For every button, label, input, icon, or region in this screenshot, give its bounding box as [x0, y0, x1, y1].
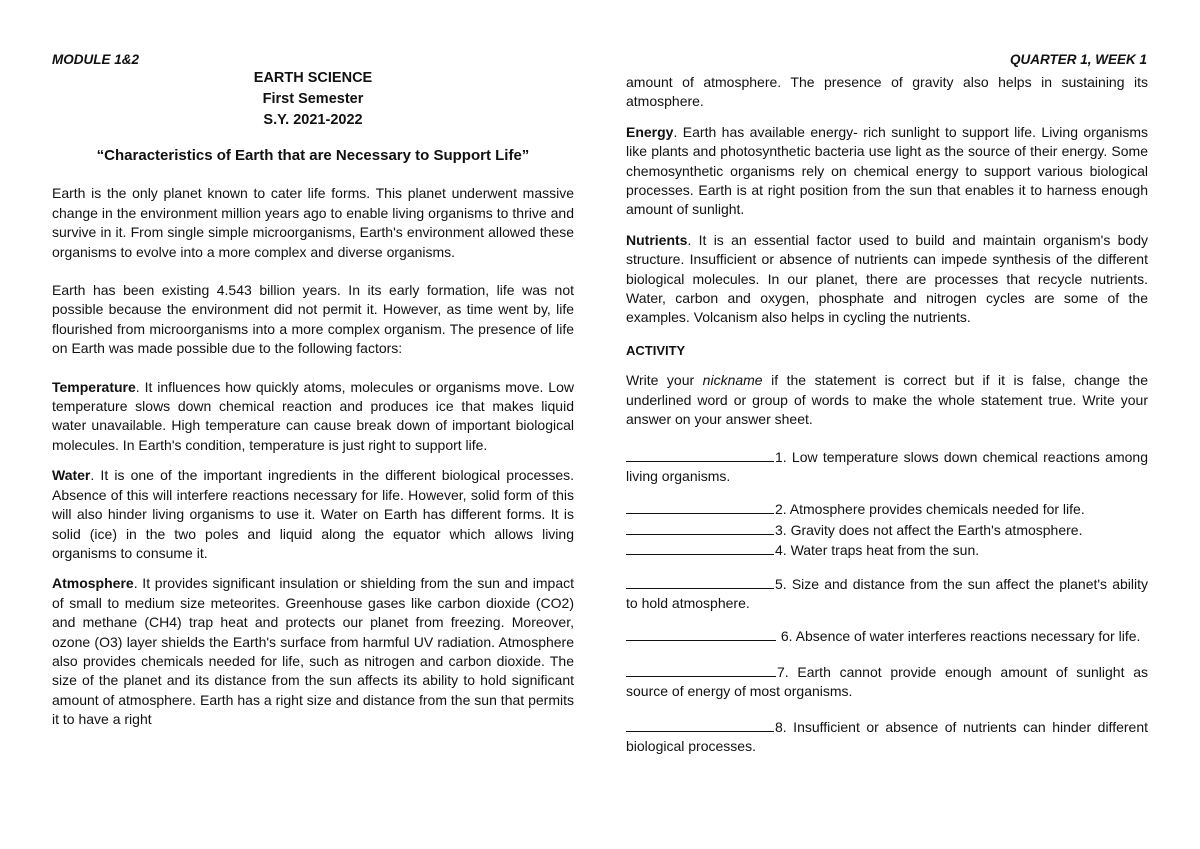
- answer-blank[interactable]: [626, 447, 774, 462]
- nutrients-paragraph: [626, 231, 1148, 328]
- energy-text: . Earth has available energy- rich sunlight to support life. Living organisms like plants and photosynthetic bacteria use light as the source of their energy. Some chemosynthetic organisms rely on chemical energy to support various biological processes. Earth is at right position from the sun that enables it to harness enough amount of sunlight.: [626, 123, 1148, 218]
- question-text: 2. Atmosphere provides chemicals needed for life.: [775, 501, 1085, 518]
- question-item: [626, 574, 1148, 614]
- question-text: 5. Size and distance from the sun affect the planet's ability to hold atmosphere.: [626, 575, 1148, 611]
- activity-instructions: [626, 371, 1148, 429]
- water-paragraph: [52, 466, 574, 563]
- nickname-word: nickname: [702, 372, 763, 389]
- semester-label: First Semester: [262, 91, 364, 107]
- atmosphere-continued: amount of atmosphere. The presence of gravity also helps in sustaining its atmosphere.: [626, 74, 1148, 110]
- module-label: MODULE 1&2: [52, 52, 140, 67]
- energy-paragraph: [626, 123, 1148, 220]
- atmosphere-text: . It provides significant insulation or shielding from the sun and impact of small to medium size meteorites. Greenhouse gases like carbon dioxide (CO2) and methane (CH4) trap heat and protects our planet from freezing. Moreover, ozone (O3) layer shields the Earth's surface from harmful UV radiation. Atmosphere also provides chemicals needed for life, such as nitrogen and carbon dioxide. The size of the planet and its distance from the sun affects its ability to hold significant amount of atmosphere. Earth has a right size and distance from the sun that permits it to have a right: [52, 575, 574, 728]
- atmosphere-term: Atmosphere: [52, 575, 134, 592]
- question-item: [626, 540, 1148, 560]
- question-item: [626, 662, 1148, 702]
- answer-blank[interactable]: [626, 662, 776, 677]
- instructions-end: if the statement is correct but if it is false, change the underlined word or group of words to make the whole statement true. Write your answer on your answer sheet.: [626, 372, 1148, 428]
- title-block: [52, 68, 574, 131]
- question-item: [626, 626, 1148, 646]
- temperature-paragraph: [52, 378, 574, 456]
- temperature-term: Temperature: [52, 378, 136, 395]
- answer-blank[interactable]: [626, 626, 776, 641]
- atmosphere-paragraph: [52, 574, 574, 729]
- question-text: 8. Insufficient or absence of nutrients can hinder different biological processes.: [626, 718, 1148, 754]
- answer-blank[interactable]: [626, 499, 774, 514]
- answer-blank[interactable]: [626, 717, 774, 732]
- question-text: 6. Absence of water interferes reactions necessary for life.: [777, 628, 1141, 645]
- question-text: 3. Gravity does not affect the Earth's atmosphere.: [775, 521, 1083, 538]
- intro-paragraph-1: Earth is the only planet known to cater life forms. This planet underwent massive change in the environment million years ago to enable living organisms to thrive and survive in it. From single simple microorganisms, Earth's environment allowed these organisms to evolve into a more complex and diverse organisms.: [52, 185, 574, 260]
- lesson-title: “Characteristics of Earth that are Necessary to Support Life”: [96, 147, 530, 164]
- water-term: Water: [52, 467, 91, 484]
- nutrients-text: . It is an essential factor used to build and maintain organism's body structure. Insufficient or absence of nutrients can impede synthesis of the different biological molecules. In our planet, there are processes that recycle nutrients. Water, carbon and oxygen, phosphate and nitrogen cycles are some of the examples. Volcanism also helps in cycling the nutrients.: [626, 231, 1148, 326]
- answer-blank[interactable]: [626, 574, 774, 589]
- question-item: [626, 717, 1148, 757]
- answer-blank[interactable]: [626, 520, 774, 535]
- intro-paragraph-2: Earth has been existing 4.543 billion years. In its early formation, life was not possible because the environment did not permit it. However, as time went by, life flourished from microorganisms into a more complex organism. The presence of life on Earth was made possible due to the following factors:: [52, 282, 574, 357]
- question-text: 7. Earth cannot provide enough amount of sunlight as source of energy of most organisms.: [626, 663, 1148, 700]
- left-column: [52, 68, 574, 730]
- question-text: 4. Water traps heat from the sun.: [775, 542, 980, 559]
- question-item: [626, 447, 1148, 487]
- school-year-label: S.Y. 2021-2022: [263, 112, 363, 128]
- course-title: EARTH SCIENCE: [253, 70, 373, 86]
- quarter-week-label: QUARTER 1, WEEK 1: [1009, 52, 1147, 67]
- question-text: 1. Low temperature slows down chemical reactions among living organisms.: [626, 448, 1148, 484]
- temperature-text: . It influences how quickly atoms, molecules or organisms move. Low temperature slows down chemical reaction and produces ice that makes liquid water unavailable. High temperature can cause break down of important biological molecules. In Earth's condition, temperature is just right to support life.: [52, 378, 574, 453]
- question-item: [626, 520, 1148, 540]
- nutrients-term: Nutrients: [626, 231, 688, 248]
- answer-blank[interactable]: [626, 540, 774, 555]
- question-item: [626, 499, 1148, 519]
- energy-term: Energy: [626, 123, 674, 140]
- right-column: [626, 73, 1148, 756]
- instructions-start: Write your: [626, 372, 703, 389]
- activity-heading: ACTIVITY: [626, 342, 686, 358]
- water-text: . It is one of the important ingredients in the different biological processes. Absence of this will interfere reactions necessary for life. However, solid form of this will also hinder living organisms to use it. Water on Earth has different forms. It is solid (ice) in the two poles and liquid along the equator which allows living organisms to consume it.: [52, 467, 574, 561]
